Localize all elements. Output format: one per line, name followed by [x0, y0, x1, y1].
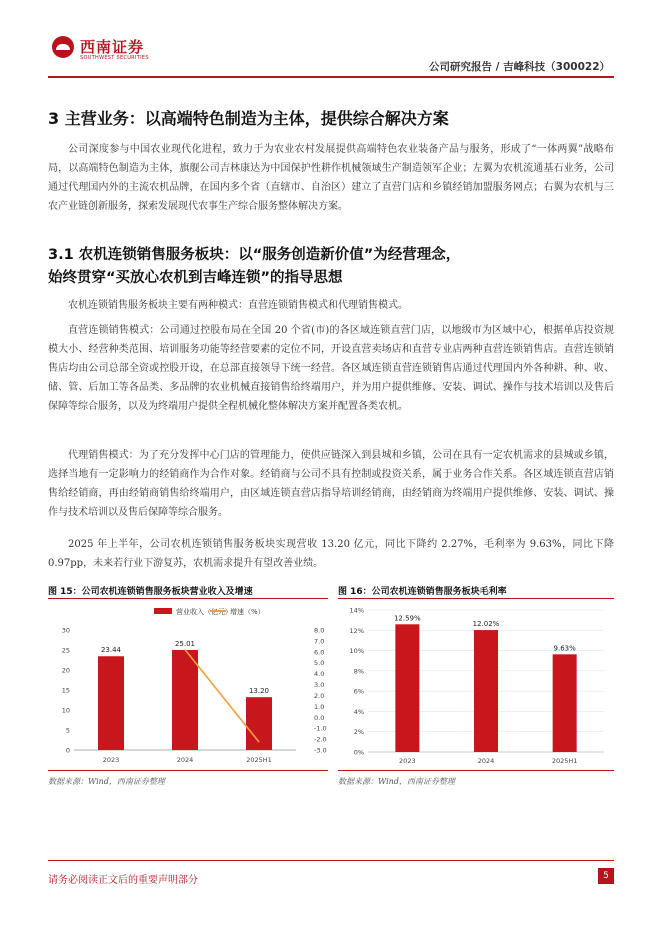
logo-wave-icon — [56, 44, 70, 50]
fig15-y-right-tick: 5.0 — [314, 659, 325, 668]
fig15-y-left-tick: 0 — [65, 746, 70, 755]
footer-notice: 请务必阅读正文后的重要声明部分 — [48, 875, 198, 886]
fig15-bar — [98, 656, 124, 750]
fig15-legend-bar-label: 营业收入（亿元） — [176, 608, 232, 616]
fig16-y-tick: 10% — [349, 647, 364, 656]
fig16-chart — [338, 600, 614, 768]
fig16-y-tick: 8% — [353, 667, 364, 676]
logo-subtitle: SOUTHWEST SECURITIES — [80, 55, 149, 61]
fig15-y-right-tick: 3.0 — [314, 681, 325, 690]
fig16-x-tick: 2024 — [477, 757, 495, 765]
fig16-bar — [553, 654, 577, 752]
fig15-y-right-tick: 6.0 — [314, 648, 325, 657]
fig16-bar-label: 9.63% — [553, 644, 576, 653]
fig15-bar — [172, 650, 198, 750]
fig16-x-tick: 2023 — [399, 757, 416, 765]
fig16-bar-label: 12.02% — [472, 620, 500, 629]
logo-text: 西南证券 — [80, 38, 145, 56]
fig15-legend-line-label: 增速（%） — [230, 608, 265, 616]
subsection-title-line2: 始终贯穿“买放心农机到吉峰连锁”的指导思想 — [48, 270, 343, 286]
fig16-bar-label: 12.59% — [393, 614, 421, 623]
section-intro: 公司深度参与中国农业现代化进程，致力于为农业农村发展提供高端特色农业装备产品与服务，形成了“一体两翼”战略布局，以高端特色制造为主体，旗舰公司吉林康达为中国保护性耕作机械领域生产制造领军企业；左翼为农机流通基石业务，公司通过代理国内外的主流农机品牌，在国内多个省（直辖市、自治区）建立了直营门店和乡镇经销加盟服务网点；右翼为农机与三农产业链创新服务，探索发展现代农事生产综合服务整体解决方案。 — [48, 144, 614, 212]
report-label: 公司研究报告 / 吉峰科技（300022） — [429, 61, 610, 73]
paragraph-results: 2025 年上半年，公司农机连锁销售服务板块实现营收 13.20 亿元，同比下降约 2.27%，毛利率为 9.63%，同比下降 0.97pp，未来若行业下游复苏，农机需求提升有望改善业绩。 — [48, 539, 614, 569]
fig15-y-right-tick: 2.0 — [314, 691, 325, 700]
fig16-y-tick: 4% — [353, 707, 364, 716]
fig15-bar-label: 13.20 — [248, 687, 270, 696]
paragraph-modes: 农机连锁销售服务板块主要有两种模式：直营连锁销售模式和代理销售模式。 — [68, 300, 408, 311]
fig15-x-tick: 2025H1 — [246, 756, 272, 764]
fig15-y-left-tick: 25 — [61, 646, 70, 655]
section-title: 3 主营业务：以高端特色制造为主体，提供综合解决方案 — [48, 109, 449, 128]
fig16-y-tick: 14% — [349, 606, 364, 615]
fig15-y-right-tick: -1.0 — [314, 724, 327, 733]
fig15-bar-label: 25.01 — [174, 639, 196, 648]
fig15-legend-bar-swatch — [154, 608, 172, 614]
fig15-bottom-divider — [48, 770, 328, 771]
header-divider — [48, 76, 614, 78]
fig15-y-left-tick: 15 — [61, 686, 70, 695]
fig15-y-left-tick: 20 — [61, 666, 70, 675]
fig15-y-right-tick: -3.0 — [314, 746, 327, 755]
fig15-chart — [48, 600, 328, 768]
footer-divider — [48, 860, 614, 861]
fig16-x-tick: 2025H1 — [551, 757, 578, 765]
fig16-y-tick: 0% — [353, 748, 364, 757]
paragraph-direct: 直营连锁销售模式：公司通过控股布局在全国 20 个省(市)的各区域连锁直营门店，以地级市为区域中心，根据单店投资规模大小、经营种类范围、培训服务功能等经营要素的定位不同，开设直营卖场店和直营专业店两种直营连锁销售店。直营连锁销售店均由公司总部全资或控股开设，在总部直接领导下统一经营。各区域连锁直营连锁销售店通过代理国内外各种耕、种、收、储、管、后加工等各品类、多品牌的农业机械直接销售给终端用户，并为用户提供维修、安装、调试、操作与技术培训以及售后保障等综合服务，以及为终端用户提供全程机械化整体解决方案并配置各类农机。 — [48, 325, 614, 412]
page-number: 5 — [598, 868, 614, 884]
fig16-bar — [474, 630, 498, 752]
fig15-bar — [246, 697, 272, 750]
paragraph-agent: 代理销售模式：为了充分发挥中心门店的管理能力，使供应链深入到县城和乡镇，公司在具有一定农机需求的县城或乡镇，选择当地有一定影响力的经销商作为合作对象。经销商与公司不具有控制或投资关系，属于业务合作关系。各区域连锁直营店销售给经销商，再由经销商销售给终端用户，由区域连锁直营店指导培训经销商，由经销商为终端用户提供维修、安装、调试、操作与技术培训以及售后保障等综合服务。 — [48, 450, 614, 518]
fig16-y-tick: 6% — [353, 687, 364, 696]
fig16-bar — [395, 624, 419, 752]
fig15-x-tick: 2023 — [102, 756, 120, 764]
fig15-bar-label: 23.44 — [100, 646, 122, 655]
fig15-y-right-tick: 0.0 — [314, 713, 325, 722]
fig15-x-tick: 2024 — [176, 756, 194, 764]
fig15-y-right-tick: 1.0 — [314, 702, 325, 711]
fig15-y-left-tick: 30 — [61, 626, 70, 635]
fig15-source: 数据来源：Wind，西南证券整理 — [48, 777, 165, 786]
fig15-y-left-tick: 10 — [61, 706, 70, 715]
fig15-y-left-tick: 5 — [65, 726, 70, 735]
fig16-y-tick: 12% — [349, 626, 364, 635]
fig16-source: 数据来源：Wind，西南证券整理 — [338, 777, 455, 786]
fig15-y-right-tick: 4.0 — [314, 670, 325, 679]
fig15-title: 图 15：公司农机连锁销售服务板块营业收入及增速 — [48, 587, 253, 597]
fig16-bottom-divider — [338, 770, 614, 771]
fig15-y-right-tick: 8.0 — [314, 626, 325, 635]
fig15-divider — [48, 598, 328, 599]
fig15-y-right-tick: 7.0 — [314, 637, 325, 646]
fig15-y-right-tick: -2.0 — [314, 735, 327, 744]
fig16-y-tick: 2% — [353, 728, 364, 737]
fig16-divider — [338, 598, 614, 599]
subsection-title-line1: 3.1 农机连锁销售服务板块：以“服务创造新价值”为经营理念， — [48, 247, 461, 263]
fig16-title: 图 16：公司农机连锁销售服务板块毛利率 — [338, 587, 507, 597]
